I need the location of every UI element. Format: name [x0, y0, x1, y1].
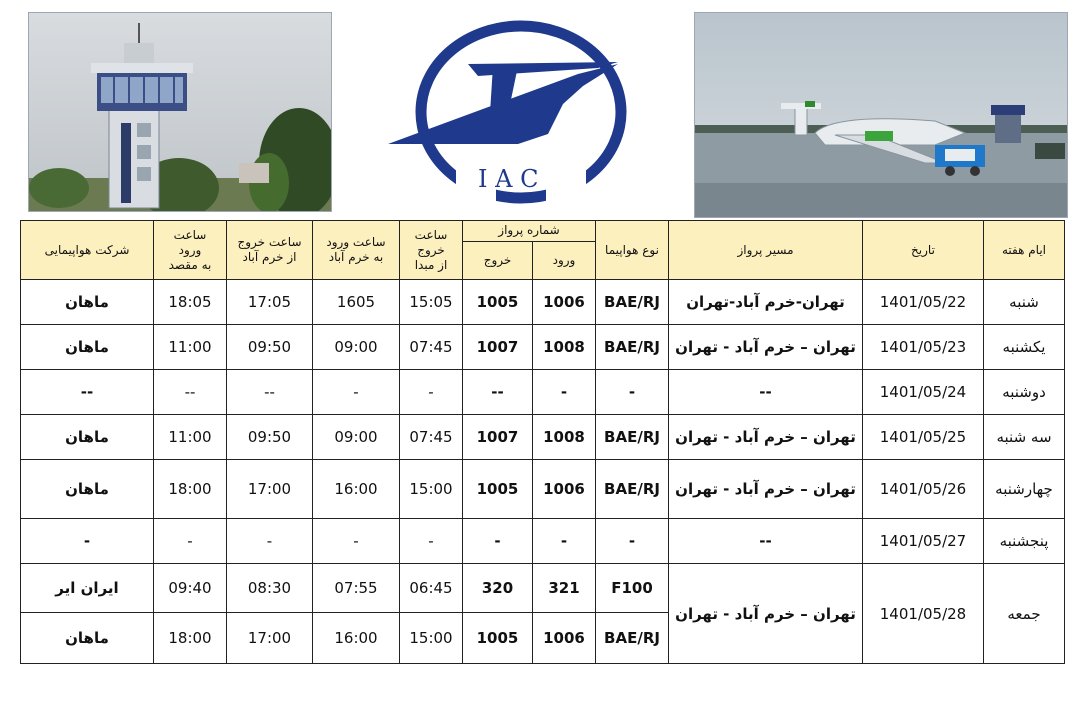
destination-arrival-cell: 11:00 — [154, 325, 227, 370]
airline-cell: ماهان — [21, 325, 154, 370]
header-arrival-khorramabad: ساعت ورود به خرم آباد — [313, 221, 400, 280]
day-cell: جمعه — [984, 564, 1065, 664]
aircraft-cell: BAE/RJ — [596, 460, 669, 519]
header-arrival-number: ورود — [533, 241, 596, 279]
date-cell: 1401/05/22 — [863, 280, 984, 325]
khorramabad-arrival-cell: - — [313, 370, 400, 415]
airline-cell: ایران ایر — [21, 564, 154, 613]
aircraft-cell: BAE/RJ — [596, 325, 669, 370]
khorramabad-departure-cell: -- — [227, 370, 313, 415]
destination-arrival-cell: 11:00 — [154, 415, 227, 460]
origin-departure-cell: - — [400, 519, 463, 564]
table-row — [21, 519, 1065, 564]
departure-number-cell: 1005 — [463, 613, 533, 664]
header-date: تاریخ — [863, 221, 984, 280]
origin-departure-cell: 15:05 — [400, 280, 463, 325]
departure-number-cell: 1007 — [463, 415, 533, 460]
khorramabad-departure-cell: 17:00 — [227, 460, 313, 519]
khorramabad-departure-cell: 17:00 — [227, 613, 313, 664]
khorramabad-arrival-cell: 09:00 — [313, 415, 400, 460]
logo-text: I A C — [478, 165, 539, 193]
aircraft-cell: BAE/RJ — [596, 280, 669, 325]
date-cell: 1401/05/27 — [863, 519, 984, 564]
khorramabad-arrival-cell: - — [313, 519, 400, 564]
khorramabad-arrival-cell: 07:55 — [313, 564, 400, 613]
arrival-number-cell: 1006 — [533, 460, 596, 519]
route-cell: -- — [669, 519, 863, 564]
header-airline: شرکت هواپیمایی — [21, 221, 154, 280]
khorramabad-arrival-cell: 16:00 — [313, 613, 400, 664]
origin-departure-cell: 07:45 — [400, 325, 463, 370]
table-row — [21, 325, 1065, 370]
destination-arrival-cell: 18:00 — [154, 460, 227, 519]
airline-cell: ماهان — [21, 613, 154, 664]
date-cell: 1401/05/24 — [863, 370, 984, 415]
khorramabad-departure-cell: 17:05 — [227, 280, 313, 325]
date-cell: 1401/05/28 — [863, 564, 984, 664]
khorramabad-departure-cell: 09:50 — [227, 415, 313, 460]
khorramabad-arrival-cell: 1605 — [313, 280, 400, 325]
arrival-number-cell: 1006 — [533, 280, 596, 325]
destination-arrival-cell: 18:00 — [154, 613, 227, 664]
flight-schedule — [20, 220, 1064, 664]
arrival-number-cell: - — [533, 370, 596, 415]
airline-cell: ماهان — [21, 280, 154, 325]
departure-number-cell: 1007 — [463, 325, 533, 370]
day-cell: شنبه — [984, 280, 1065, 325]
table-row — [21, 460, 1065, 519]
header-flight-number: شماره پرواز — [463, 221, 596, 242]
route-cell: تهران – خرم آباد - تهران — [669, 325, 863, 370]
day-cell: چهارشنبه — [984, 460, 1065, 519]
header-departure-khorramabad: ساعت خروج از خرم آباد — [227, 221, 313, 280]
aircraft-cell: BAE/RJ — [596, 415, 669, 460]
khorramabad-departure-cell: - — [227, 519, 313, 564]
day-cell: سه شنبه — [984, 415, 1065, 460]
banner — [0, 0, 1080, 222]
iac-logo — [348, 4, 694, 216]
airline-cell: ماهان — [21, 460, 154, 519]
arrival-number-cell: - — [533, 519, 596, 564]
origin-departure-cell: 07:45 — [400, 415, 463, 460]
origin-departure-cell: 15:00 — [400, 613, 463, 664]
route-cell: تهران – خرم آباد - تهران — [669, 460, 863, 519]
route-cell: تهران-خرم آباد-تهران — [669, 280, 863, 325]
control-tower-photo — [28, 12, 332, 212]
header-departure-number: خروج — [463, 241, 533, 279]
departure-number-cell: 320 — [463, 564, 533, 613]
schedule-table — [20, 220, 1065, 664]
origin-departure-cell: 06:45 — [400, 564, 463, 613]
date-cell: 1401/05/26 — [863, 460, 984, 519]
destination-arrival-cell: -- — [154, 370, 227, 415]
departure-number-cell: -- — [463, 370, 533, 415]
route-cell: تهران – خرم آباد - تهران — [669, 415, 863, 460]
route-cell: -- — [669, 370, 863, 415]
date-cell: 1401/05/25 — [863, 415, 984, 460]
origin-departure-cell: - — [400, 370, 463, 415]
khorramabad-departure-cell: 09:50 — [227, 325, 313, 370]
arrival-number-cell: 1008 — [533, 415, 596, 460]
khorramabad-arrival-cell: 09:00 — [313, 325, 400, 370]
aircraft-cell: F100 — [596, 564, 669, 613]
khorramabad-departure-cell: 08:30 — [227, 564, 313, 613]
day-cell: پنجشنبه — [984, 519, 1065, 564]
arrival-number-cell: 1008 — [533, 325, 596, 370]
arrival-number-cell: 321 — [533, 564, 596, 613]
table-row — [21, 280, 1065, 325]
header-aircraft: نوع هواپیما — [596, 221, 669, 280]
header-day: ایام هفته — [984, 221, 1065, 280]
departure-number-cell: 1005 — [463, 280, 533, 325]
destination-arrival-cell: 18:05 — [154, 280, 227, 325]
aircraft-cell: - — [596, 370, 669, 415]
table-row — [21, 415, 1065, 460]
header-origin-departure: ساعت خروج از مبدا — [400, 221, 463, 280]
date-cell: 1401/05/23 — [863, 325, 984, 370]
aircraft-photo — [694, 12, 1068, 218]
destination-arrival-cell: - — [154, 519, 227, 564]
airline-cell: - — [21, 519, 154, 564]
header-route: مسیر پرواز — [669, 221, 863, 280]
departure-number-cell: 1005 — [463, 460, 533, 519]
table-row — [21, 370, 1065, 415]
route-cell: تهران – خرم آباد - تهران — [669, 564, 863, 664]
khorramabad-arrival-cell: 16:00 — [313, 460, 400, 519]
aircraft-cell: - — [596, 519, 669, 564]
departure-number-cell: - — [463, 519, 533, 564]
table-row — [21, 564, 1065, 613]
arrival-number-cell: 1006 — [533, 613, 596, 664]
origin-departure-cell: 15:00 — [400, 460, 463, 519]
destination-arrival-cell: 09:40 — [154, 564, 227, 613]
airline-cell: -- — [21, 370, 154, 415]
day-cell: یکشنبه — [984, 325, 1065, 370]
aircraft-cell: BAE/RJ — [596, 613, 669, 664]
header-row — [21, 221, 1065, 242]
airline-cell: ماهان — [21, 415, 154, 460]
day-cell: دوشنبه — [984, 370, 1065, 415]
header-arrival-destination: ساعت ورود به مقصد — [154, 221, 227, 280]
